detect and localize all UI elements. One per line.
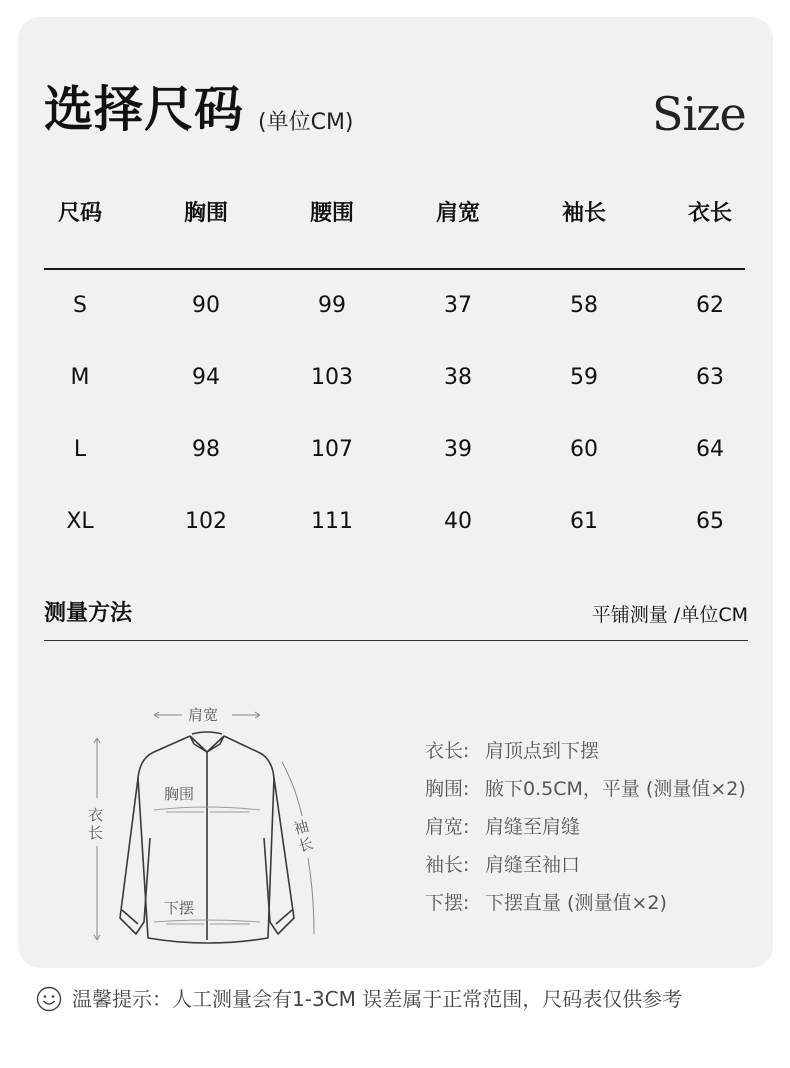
table-cell: 38 [444, 365, 472, 390]
col-header-chest: 胸围 [183, 201, 228, 226]
table-cell: 102 [185, 509, 227, 534]
table-cell: 103 [311, 365, 353, 390]
table-cell: 62 [696, 293, 724, 318]
table-cell: 64 [696, 437, 724, 462]
col-header-waist: 腰围 [309, 201, 354, 226]
table-cell: 37 [444, 293, 472, 318]
method-divider [44, 640, 748, 641]
size-logo: Size [652, 87, 746, 141]
table-cell: 60 [570, 437, 598, 462]
method-item: 肩宽: 肩缝至肩缝 [425, 816, 581, 838]
col-header-length: 衣长 [687, 201, 732, 226]
table-cell: 63 [696, 365, 724, 390]
table-divider [44, 268, 745, 270]
col-header-size: 尺码 [57, 201, 102, 226]
table-cell: 111 [311, 509, 353, 534]
col-header-shoulder: 肩宽 [435, 201, 480, 226]
unit-label: (单位CM) [258, 110, 354, 135]
col-header-sleeve: 袖长 [561, 201, 606, 226]
table-cell: 94 [192, 365, 220, 390]
table-cell: 90 [192, 293, 220, 318]
diagram-label-length: 衣长 [88, 806, 104, 842]
table-cell: L [73, 437, 87, 462]
method-item: 袖长: 肩缝至袖口 [425, 854, 581, 876]
table-cell: 98 [192, 437, 220, 462]
method-item: 衣长: 肩顶点到下摆 [425, 740, 600, 762]
method-item: 胸围: 腋下0.5CM，平量 (测量值×2) [425, 778, 746, 800]
footer-tip-text: 温馨提示：人工测量会有1-3CM 误差属于正常范围，尺码表仅供参考 [72, 987, 683, 1011]
table-cell: 40 [444, 509, 472, 534]
table-cell: M [70, 365, 90, 390]
table-cell: XL [66, 509, 94, 534]
table-cell: 39 [444, 437, 472, 462]
table-cell: 58 [570, 293, 598, 318]
diagram-label-shoulder: 肩宽 [188, 706, 219, 724]
table-cell: 99 [318, 293, 346, 318]
smile-icon [36, 986, 62, 1012]
table-cell: S [73, 293, 87, 318]
diagram-label-sleeve: 袖长 [291, 816, 316, 856]
method-title: 测量方法 [44, 601, 133, 626]
table-cell: 107 [311, 437, 353, 462]
footer-tip [36, 983, 682, 1015]
diagram-label-chest: 胸围 [164, 785, 195, 803]
method-note: 平铺测量 /单位CM [591, 604, 748, 626]
table-cell: 59 [570, 365, 598, 390]
page-title: 选择尺码 [44, 81, 245, 138]
method-item: 下摆: 下摆直量 (测量值×2) [425, 892, 667, 914]
table-cell: 61 [570, 509, 598, 534]
table-cell: 65 [696, 509, 724, 534]
diagram-label-hem: 下摆 [164, 899, 195, 917]
